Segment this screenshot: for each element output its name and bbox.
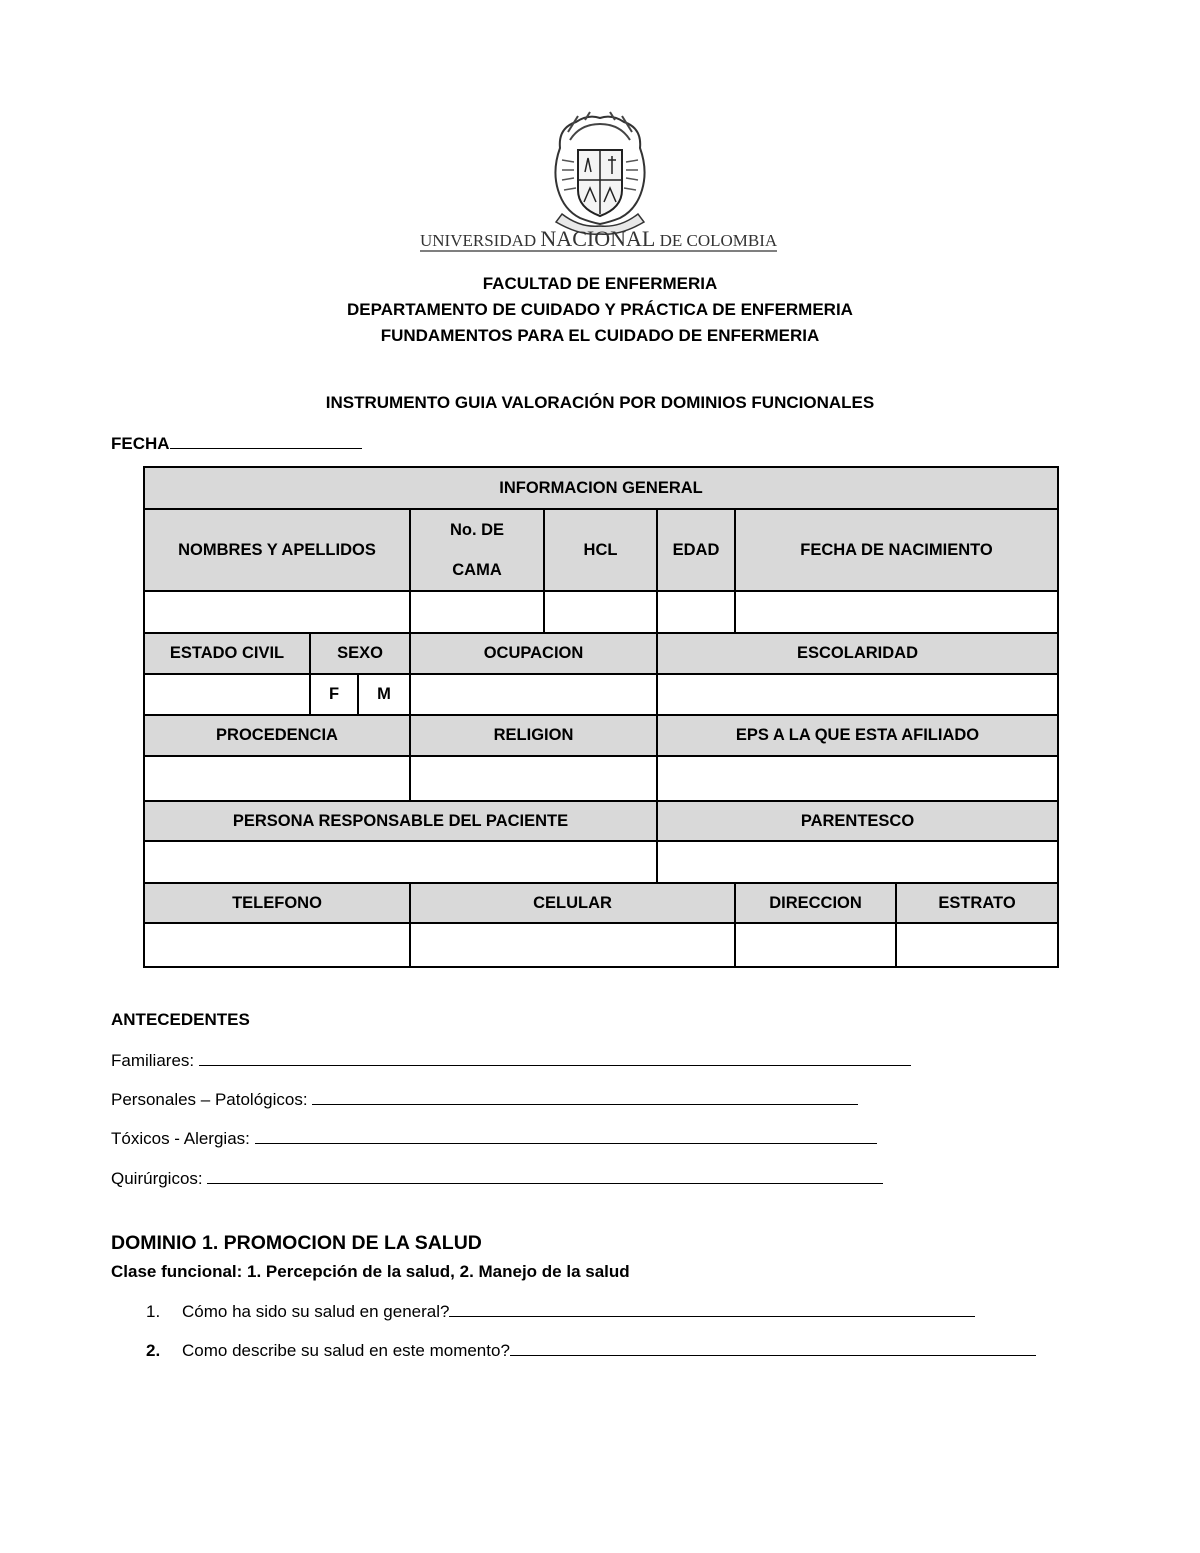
responsable-cell[interactable] xyxy=(144,841,657,883)
parentesco-header: PARENTESCO xyxy=(657,801,1058,841)
ocupacion-header: OCUPACION xyxy=(410,633,657,674)
familiares-field xyxy=(111,1050,911,1071)
procedencia-header: PROCEDENCIA xyxy=(144,715,410,756)
fecha-field xyxy=(111,433,362,454)
cama-header xyxy=(410,509,544,591)
general-info-table xyxy=(143,466,1059,968)
hcl-cell[interactable] xyxy=(544,591,657,633)
svg-text:UNIVERSIDAD NACIONAL DE COLOMB: UNIVERSIDAD NACIONAL DE COLOMBIA xyxy=(420,226,778,251)
question-1 xyxy=(146,1301,975,1322)
procedencia-cell[interactable] xyxy=(144,756,410,801)
department-title: DEPARTAMENTO DE CUIDADO Y PRÁCTICA DE ENFERMERIA xyxy=(347,300,853,319)
personales-input-line[interactable] xyxy=(312,1089,858,1105)
toxicos-label: Tóxicos - Alergias: xyxy=(111,1129,250,1148)
familiares-input-line[interactable] xyxy=(199,1050,911,1066)
direccion-header: DIRECCION xyxy=(735,883,896,923)
toxicos-field xyxy=(111,1128,877,1149)
quirurgicos-field xyxy=(111,1168,883,1189)
fecha-input-line[interactable] xyxy=(170,433,362,449)
cama-cell[interactable] xyxy=(410,591,544,633)
estado-civil-header: ESTADO CIVIL xyxy=(144,633,310,674)
religion-header: RELIGION xyxy=(410,715,657,756)
telefono-header: TELEFONO xyxy=(144,883,410,923)
telefono-cell[interactable] xyxy=(144,923,410,967)
familiares-label: Familiares: xyxy=(111,1051,195,1070)
parentesco-cell[interactable] xyxy=(657,841,1058,883)
toxicos-input-line[interactable] xyxy=(255,1128,877,1144)
estrato-cell[interactable] xyxy=(896,923,1058,967)
cama-header-line1: No. DE xyxy=(449,521,505,539)
escolaridad-cell[interactable] xyxy=(657,674,1058,715)
religion-cell[interactable] xyxy=(410,756,657,801)
eps-header: EPS A LA QUE ESTA AFILIADO xyxy=(657,715,1058,756)
escolaridad-header: ESCOLARIDAD xyxy=(657,633,1058,674)
nombres-header: NOMBRES Y APELLIDOS xyxy=(144,509,410,591)
university-logo xyxy=(420,110,780,255)
instrument-title: INSTRUMENTO GUIA VALORACIÓN POR DOMINIOS FUNCIONALES xyxy=(325,393,875,412)
fecha-label: FECHA xyxy=(111,434,170,453)
nombres-cell[interactable] xyxy=(144,591,410,633)
question-2-text: Como describe su salud en este momento? xyxy=(182,1341,510,1360)
eps-cell[interactable] xyxy=(657,756,1058,801)
hcl-header: HCL xyxy=(544,509,657,591)
dominio-1-title: DOMINIO 1. PROMOCION DE LA SALUD xyxy=(111,1232,482,1254)
edad-cell[interactable] xyxy=(657,591,735,633)
ocupacion-cell[interactable] xyxy=(410,674,657,715)
quirurgicos-input-line[interactable] xyxy=(207,1168,883,1184)
university-crest-icon xyxy=(420,110,780,255)
edad-header: EDAD xyxy=(657,509,735,591)
cama-header-line2: CAMA xyxy=(452,561,502,579)
responsable-header: PERSONA RESPONSABLE DEL PACIENTE xyxy=(144,801,657,841)
celular-cell[interactable] xyxy=(410,923,735,967)
antecedentes-title: ANTECEDENTES xyxy=(111,1010,250,1029)
fecha-nacimiento-header: FECHA DE NACIMIENTO xyxy=(735,509,1058,591)
estrato-header: ESTRATO xyxy=(896,883,1058,923)
celular-header: CELULAR xyxy=(410,883,735,923)
clase-funcional: Clase funcional: 1. Percepción de la salud, 2. Manejo de la salud xyxy=(111,1262,630,1281)
table-title: INFORMACION GENERAL xyxy=(144,467,1058,509)
faculty-title: FACULTAD DE ENFERMERIA xyxy=(482,274,718,293)
question-1-input-line[interactable] xyxy=(449,1301,975,1317)
sexo-f-cell[interactable]: F xyxy=(310,674,358,715)
sexo-header: SEXO xyxy=(310,633,410,674)
direccion-cell[interactable] xyxy=(735,923,896,967)
personales-field xyxy=(111,1089,858,1110)
fecha-nacimiento-cell[interactable] xyxy=(735,591,1058,633)
quirurgicos-label: Quirúrgicos: xyxy=(111,1169,203,1188)
question-1-number: 1. xyxy=(146,1302,161,1321)
estado-civil-cell[interactable] xyxy=(144,674,310,715)
course-title: FUNDAMENTOS PARA EL CUIDADO DE ENFERMERIA xyxy=(380,326,820,345)
question-2-input-line[interactable] xyxy=(510,1340,1036,1356)
question-1-text: Cómo ha sido su salud en general? xyxy=(182,1302,450,1321)
personales-label: Personales – Patológicos: xyxy=(111,1090,308,1109)
sexo-m-cell[interactable]: M xyxy=(358,674,410,715)
question-2 xyxy=(146,1340,1036,1361)
question-2-number: 2. xyxy=(146,1341,161,1360)
